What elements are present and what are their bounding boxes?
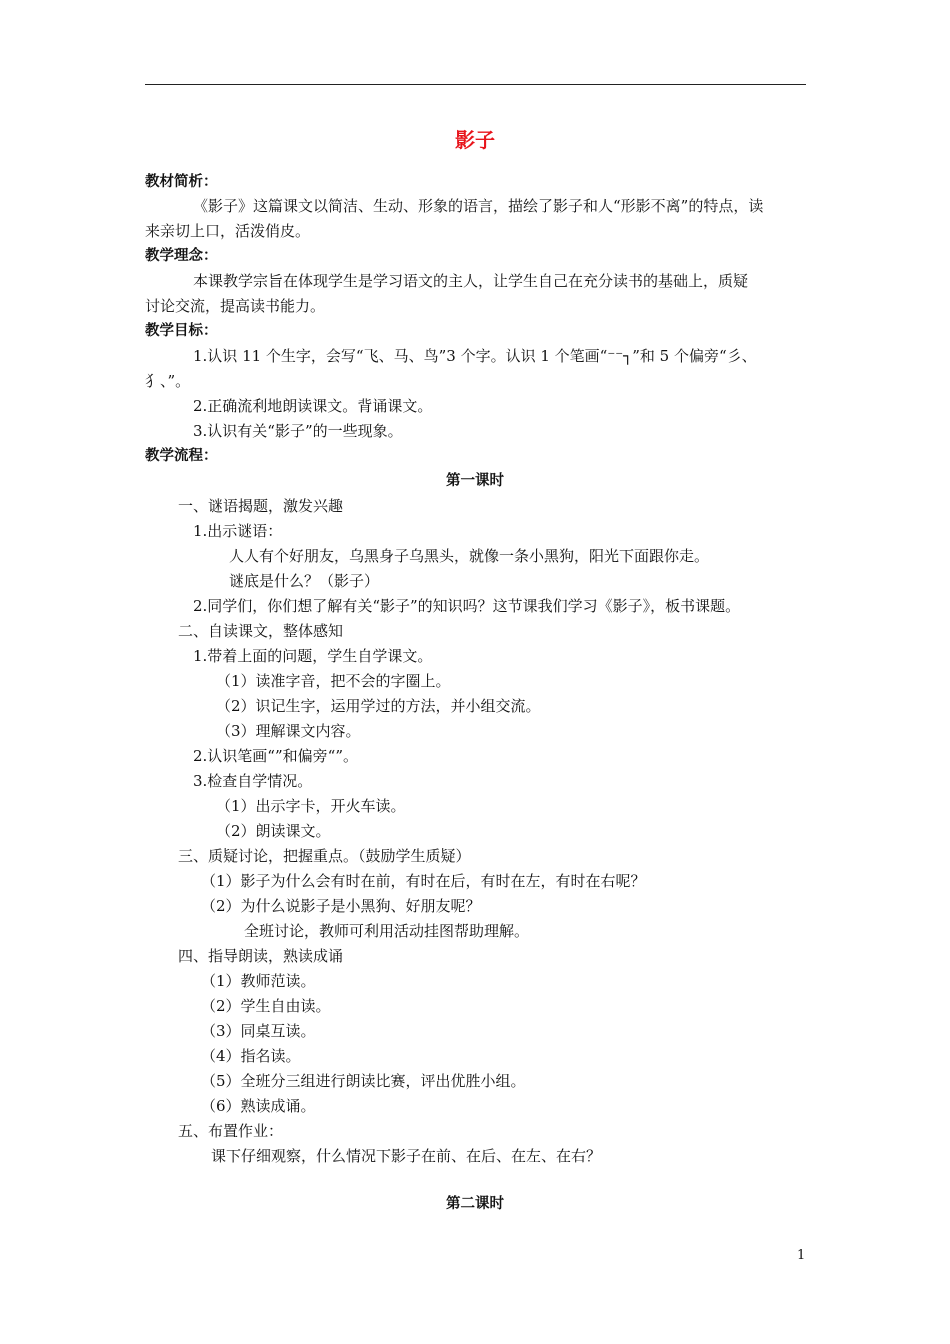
lesson1-line: 一、谜语揭题，激发兴趣 bbox=[178, 497, 344, 515]
lesson1-line: （6）熟读成诵。 bbox=[201, 1097, 316, 1115]
goals-heading: 教学目标： bbox=[145, 323, 218, 339]
lesson1-line: 1.出示谜语： bbox=[193, 522, 283, 540]
lesson1-heading: 第一课时 bbox=[446, 473, 504, 489]
lesson1-line: 1.带着上面的问题，学生自学课文。 bbox=[193, 647, 433, 665]
lesson1-line: （2）为什么说影子是小黑狗、好朋友呢？ bbox=[201, 897, 481, 915]
goal-1b: 犭、”。 bbox=[145, 372, 191, 390]
concept-text-1: 本课教学宗旨在体现学生是学习语文的主人，让学生自己在充分读书的基础上，质疑 bbox=[193, 272, 749, 290]
lesson1-line: （4）指名读。 bbox=[201, 1047, 301, 1065]
lesson1-line: 四、指导朗读，熟读成诵 bbox=[178, 947, 344, 965]
analysis-text-1: 《影子》这篇课文以简洁、生动、形象的语言，描绘了影子和人“形影不离”的特点，读 bbox=[193, 197, 764, 215]
lesson1-line: （2）朗读课文。 bbox=[216, 822, 331, 840]
lesson1-line: 2.同学们，你们想了解有关“影子”的知识吗？这节课我们学习《影子》，板书课题。 bbox=[193, 597, 741, 615]
lesson1-line: （1）教师范读。 bbox=[201, 972, 316, 990]
lesson1-line: （2）学生自由读。 bbox=[201, 997, 331, 1015]
lesson1-line: 五、布置作业： bbox=[178, 1122, 284, 1140]
lesson1-line: 3.检查自学情况。 bbox=[193, 772, 313, 790]
lesson1-line: （5）全班分三组进行朗读比赛，评出优胜小组。 bbox=[201, 1072, 526, 1090]
lesson1-line: 课下仔细观察，什么情况下影子在前、在后、在左、在右？ bbox=[211, 1147, 602, 1165]
goal-1a: 1.认识 11 个生字，会写“飞、马、鸟”3 个字。认识 1 个笔画“⁻⁻┐”和 5 个偏旁“彡、 bbox=[193, 347, 757, 365]
lesson1-line: （1）读准字音，把不会的字圈上。 bbox=[216, 672, 451, 690]
process-heading: 教学流程： bbox=[145, 448, 218, 464]
analysis-text-2: 来亲切上口，活泼俏皮。 bbox=[145, 222, 311, 240]
lesson1-line: 谜底是什么？（影子） bbox=[229, 572, 380, 590]
lesson1-line: 全班讨论，教师可利用活动挂图帮助理解。 bbox=[244, 922, 530, 940]
concept-heading: 教学理念： bbox=[145, 248, 218, 264]
lesson1-line: （1）影子为什么会有时在前，有时在后，有时在左，有时在右呢？ bbox=[201, 872, 646, 890]
lesson2-heading: 第二课时 bbox=[446, 1196, 504, 1212]
lesson1-line: 2.认识笔画“”和偏旁“”。 bbox=[193, 747, 358, 765]
lesson1-line: （3）理解课文内容。 bbox=[216, 722, 361, 740]
lesson1-line: 二、自读课文，整体感知 bbox=[178, 622, 344, 640]
header-rule bbox=[145, 84, 806, 85]
lesson1-line: 三、质疑讨论，把握重点。（鼓励学生质疑） bbox=[178, 847, 471, 865]
lesson1-line: （2）识记生字，运用学过的方法，并小组交流。 bbox=[216, 697, 541, 715]
document-title: 影子 bbox=[455, 128, 495, 152]
goal-2: 2.正确流利地朗读课文。背诵课文。 bbox=[193, 397, 433, 415]
page-number: 1 bbox=[797, 1248, 806, 1263]
concept-text-2: 讨论交流，提高读书能力。 bbox=[145, 297, 326, 315]
lesson1-line: （3）同桌互读。 bbox=[201, 1022, 316, 1040]
goal-3: 3.认识有关“影子”的一些现象。 bbox=[193, 422, 403, 440]
lesson1-line: 人人有个好朋友，乌黑身子乌黑头，就像一条小黑狗，阳光下面跟你走。 bbox=[229, 547, 710, 565]
analysis-heading: 教材简析： bbox=[145, 174, 218, 190]
lesson1-line: （1）出示字卡，开火车读。 bbox=[216, 797, 406, 815]
